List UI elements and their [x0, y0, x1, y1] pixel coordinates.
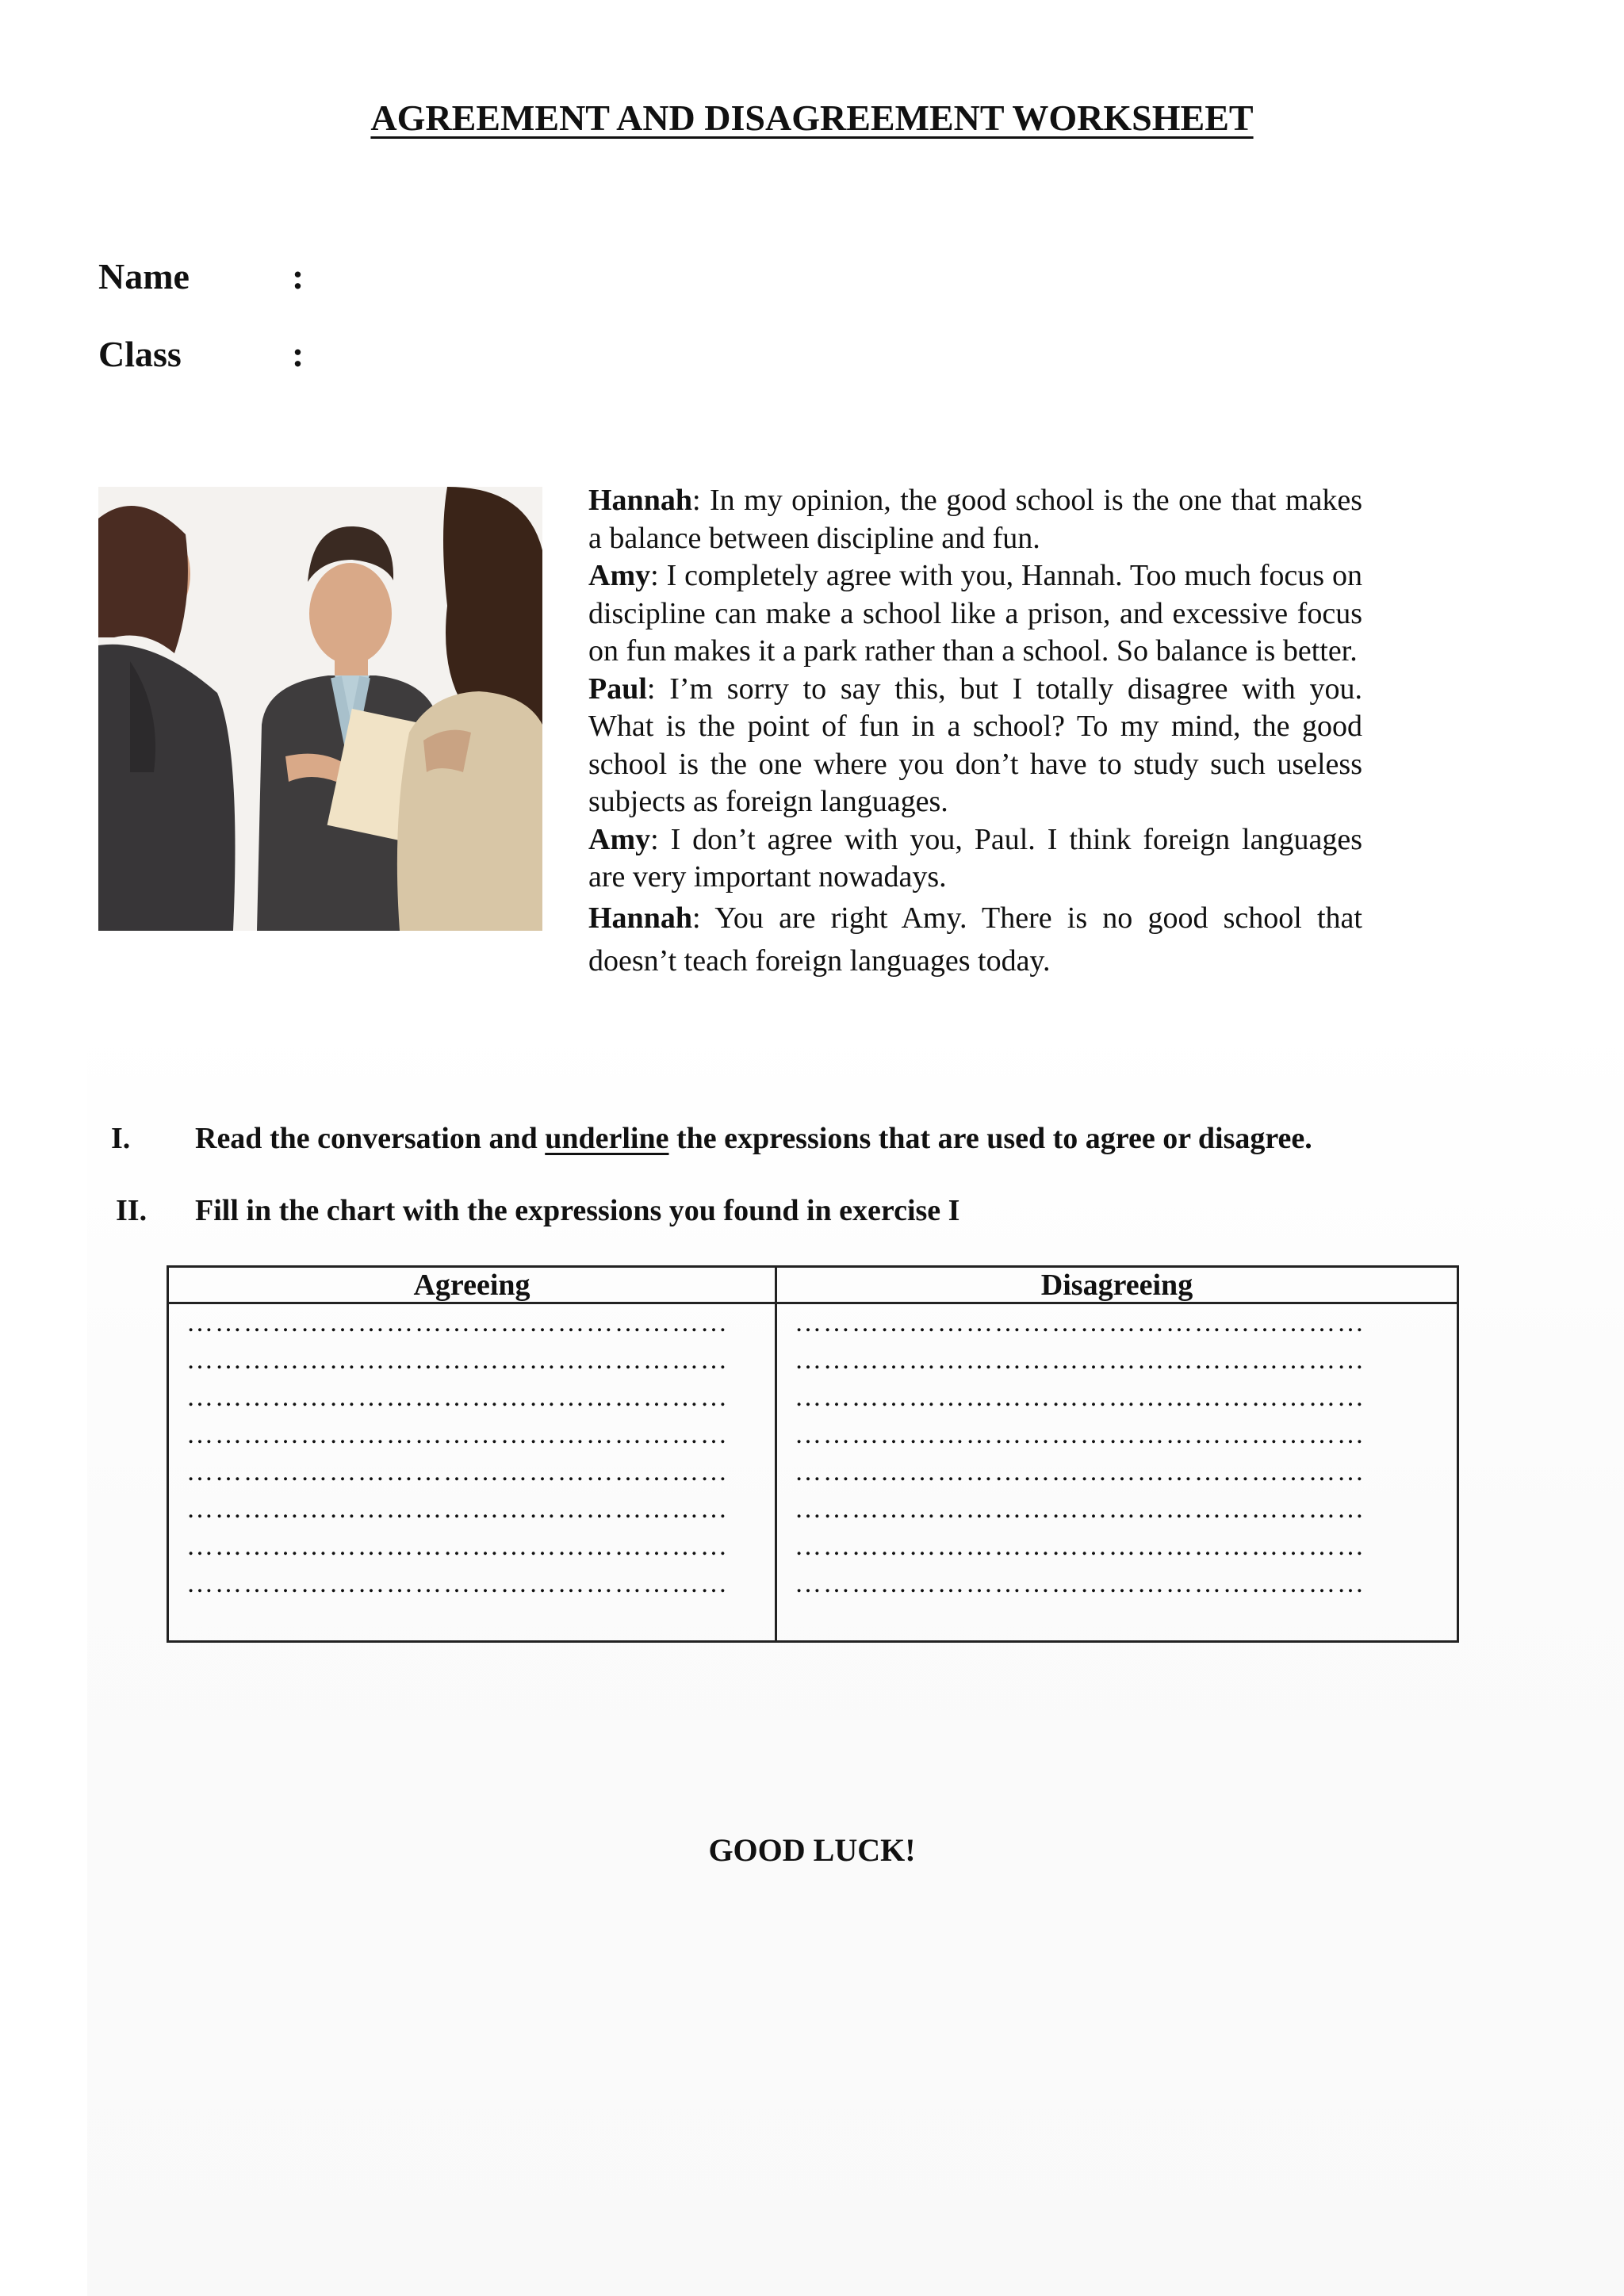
task-1-text-start: Read the conversation and [195, 1122, 546, 1155]
task-1-text-end: the expressions that are used to agree or disagree. [668, 1122, 1312, 1155]
agreeing-answer-line[interactable]: ………………………………………………… [186, 1345, 729, 1375]
dialogue-line [588, 897, 1362, 982]
task-1-instruction [111, 1121, 1312, 1156]
class-colon: : [292, 334, 304, 374]
disagreeing-header: Disagreeing [777, 1268, 1457, 1304]
speaker-name: Hannah [588, 901, 692, 935]
task-1-number: I. [111, 1122, 131, 1155]
name-label: Name [98, 256, 190, 297]
dialogue-speech: : I don’t agree with you, Paul. I think foreign languages are very important nowadays. [588, 822, 1362, 894]
dialogue-line [588, 482, 1362, 557]
disagreeing-answer-line[interactable]: …………………………………………………… [795, 1569, 1365, 1598]
agreeing-answer-line[interactable]: ………………………………………………… [186, 1532, 729, 1561]
worksheet-title: AGREEMENT AND DISAGREEMENT WORKSHEET [370, 98, 1254, 138]
name-field [98, 255, 304, 297]
agreeing-answer-line[interactable]: ………………………………………………… [186, 1457, 729, 1487]
dialogue-line [588, 557, 1362, 671]
agreeing-answer-line[interactable]: ………………………………………………… [186, 1420, 729, 1449]
speaker-name: Hannah [588, 484, 692, 517]
disagreeing-column [777, 1268, 1457, 1640]
speaker-name: Amy [588, 822, 651, 856]
disagreeing-lines [777, 1304, 1457, 1602]
agreeing-answer-line[interactable]: ………………………………………………… [186, 1383, 729, 1412]
agreeing-header: Agreeing [169, 1268, 775, 1304]
class-field [98, 333, 304, 375]
agreeing-answer-line[interactable]: ………………………………………………… [186, 1569, 729, 1598]
disagreeing-answer-line[interactable]: …………………………………………………… [795, 1494, 1365, 1524]
dialogue-text [588, 482, 1362, 982]
expressions-chart [167, 1265, 1459, 1643]
speaker-name: Amy [588, 559, 651, 592]
dialogue-speech: : I’m sorry to say this, but I totally disagree with you. What is the point of fun in a school? To my mind, the good school is the one where you don’t have to study such useless subjects as foreign languages. [588, 672, 1362, 818]
agreeing-answer-line[interactable]: ………………………………………………… [186, 1308, 729, 1337]
speaker-name: Paul [588, 672, 647, 706]
disagreeing-answer-line[interactable]: …………………………………………………… [795, 1532, 1365, 1561]
agreeing-column [169, 1268, 777, 1640]
good-luck-text: GOOD LUCK! [708, 1832, 916, 1868]
task-2-text: Fill in the chart with the expressions you found in exercise I [195, 1194, 960, 1227]
people-talking-illustration [98, 487, 542, 931]
name-colon: : [292, 256, 304, 297]
dialogue-line [588, 671, 1362, 821]
class-label: Class [98, 334, 182, 374]
task-1-underlined-word: underline [545, 1122, 669, 1155]
task-2-number: II. [116, 1194, 147, 1227]
disagreeing-answer-line[interactable]: …………………………………………………… [795, 1457, 1365, 1487]
dialogue-line [588, 821, 1362, 897]
task-2-instruction [116, 1193, 959, 1228]
dialogue-speech: : I completely agree with you, Hannah. Too much focus on discipline can make a school like a prison, and excessive focus on fun makes it a park rather than a school. So balance is better. [588, 559, 1362, 668]
dialogue-speech: : You are right Amy. There is no good school that doesn’t teach foreign languages today. [588, 901, 1362, 978]
disagreeing-answer-line[interactable]: …………………………………………………… [795, 1383, 1365, 1412]
disagreeing-answer-line[interactable]: …………………………………………………… [795, 1308, 1365, 1337]
disagreeing-answer-line[interactable]: …………………………………………………… [795, 1420, 1365, 1449]
agreeing-answer-line[interactable]: ………………………………………………… [186, 1494, 729, 1524]
agreeing-lines [169, 1304, 775, 1602]
conversation-photo [98, 487, 542, 931]
dialogue-speech: : In my opinion, the good school is the one that makes a balance between discipline and fun. [588, 484, 1362, 555]
disagreeing-answer-line[interactable]: …………………………………………………… [795, 1345, 1365, 1375]
